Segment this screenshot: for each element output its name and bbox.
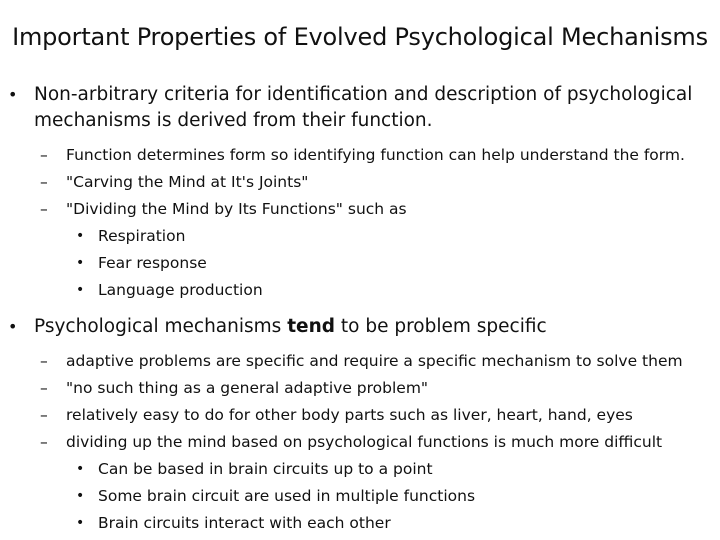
sub-sub-bullet-text: Fear response bbox=[98, 254, 207, 272]
sub-sub-bullet-text: Language production bbox=[98, 281, 263, 299]
sub-bullet bbox=[34, 196, 712, 223]
dash-icon: – bbox=[40, 433, 48, 451]
sub-sub-bullet bbox=[34, 456, 712, 483]
spacer bbox=[8, 304, 712, 314]
bullet-dot-icon: • bbox=[76, 488, 85, 504]
sub-sub-bullet-text: Respiration bbox=[98, 227, 186, 245]
bullet-2-text-before: Psychological mechanisms bbox=[34, 316, 288, 337]
sub-bullet bbox=[34, 429, 712, 456]
bullet-1-text: Non-arbitrary criteria for identification and description of psychological mechanisms is derived from their function. bbox=[34, 84, 693, 131]
bullet-dot-icon: • bbox=[8, 317, 18, 336]
bullet-dot-icon: • bbox=[76, 228, 85, 244]
bullet-dot-icon: • bbox=[76, 282, 85, 298]
bullet-2 bbox=[8, 314, 712, 340]
sub-bullet-text: relatively easy to do for other body parts such as liver, heart, hand, eyes bbox=[66, 406, 633, 424]
bullet-dot-icon: • bbox=[8, 85, 18, 104]
sub-bullet bbox=[34, 169, 712, 196]
slide-title: Important Properties of Evolved Psychological Mechanisms bbox=[12, 23, 708, 51]
sub-bullet-text: dividing up the mind based on psychological functions is much more difficult bbox=[66, 433, 663, 451]
bullet-2-text-bold: tend bbox=[287, 316, 335, 337]
sub-sub-bullet bbox=[34, 250, 712, 277]
bullet-1 bbox=[8, 82, 712, 134]
sub-bullet bbox=[34, 142, 712, 169]
sub-bullet bbox=[34, 348, 712, 375]
dash-icon: – bbox=[40, 379, 48, 397]
sub-bullet-text: "Dividing the Mind by Its Functions" such as bbox=[66, 200, 407, 218]
sub-bullet-text: adaptive problems are specific and require a specific mechanism to solve them bbox=[66, 352, 683, 370]
bullet-2-text-after: to be problem specific bbox=[335, 316, 547, 337]
sub-sub-bullet bbox=[34, 277, 712, 304]
bullet-dot-icon: • bbox=[76, 255, 85, 271]
dash-icon: – bbox=[40, 146, 48, 164]
sub-bullet-text: "Carving the Mind at It's Joints" bbox=[66, 173, 309, 191]
sub-sub-bullet-text: Some brain circuit are used in multiple functions bbox=[98, 487, 476, 505]
bullet-1-sublist bbox=[34, 142, 712, 304]
bullet-dot-icon: • bbox=[76, 461, 85, 477]
sub-sub-bullet-text: Can be based in brain circuits up to a point bbox=[98, 460, 433, 478]
sub-bullet-text: "no such thing as a general adaptive problem" bbox=[66, 379, 429, 397]
sub-bullet-text: Function determines form so identifying function can help understand the form. bbox=[66, 146, 685, 164]
bullet-2-sublist bbox=[34, 348, 712, 537]
dash-icon: – bbox=[40, 352, 48, 370]
sub-bullet bbox=[34, 375, 712, 402]
dash-icon: – bbox=[40, 200, 48, 218]
sub-sub-bullet-text: Brain circuits interact with each other bbox=[98, 514, 391, 532]
slide-content bbox=[8, 82, 712, 537]
bullet-dot-icon: • bbox=[76, 515, 85, 531]
sub-sub-bullet bbox=[34, 483, 712, 510]
sub-sub-bullet bbox=[34, 510, 712, 537]
dash-icon: – bbox=[40, 406, 48, 424]
sub-sub-bullet bbox=[34, 223, 712, 250]
dash-icon: – bbox=[40, 173, 48, 191]
sub-bullet bbox=[34, 402, 712, 429]
